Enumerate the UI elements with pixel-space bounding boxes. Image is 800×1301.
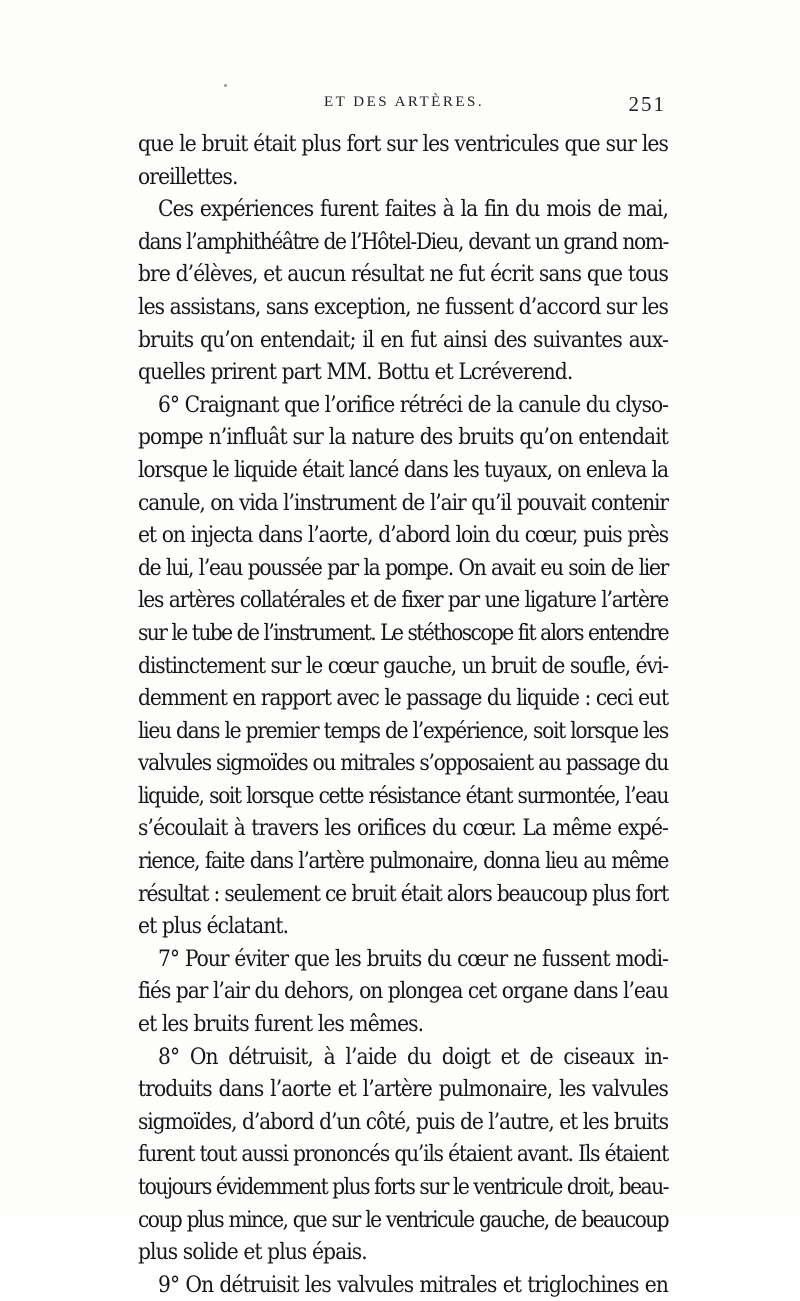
text-line: sur le tube de l’instrument. Le stéthoscope fit alors entendre <box>138 619 668 646</box>
text-line: demment en rapport avec le passage du liquide : ceci eut <box>138 685 668 712</box>
text-line: lieu dans le premier temps de l’expérience, soit lorsque les <box>138 717 668 744</box>
page-header <box>138 92 668 120</box>
text-line: et les bruits furent les mêmes. <box>138 1011 424 1038</box>
text-line: sigmoïdes, d’abord d’un côté, puis de l’autre, et les bruits <box>138 1108 668 1135</box>
text-line: et on injecta dans l’aorte, d’abord loin du cœur, puis près <box>138 522 668 549</box>
text-line: Ces expériences furent faites à la fin du mois de mai, <box>158 196 668 223</box>
paper-speck <box>224 84 227 87</box>
body-text <box>138 128 668 1301</box>
text-line: 8° On détruisit, à l’aide du doigt et de ciseaux in- <box>158 1043 668 1070</box>
text-line: dans l’amphithéâtre de l’Hôtel-Dieu, devant un grand nom- <box>138 228 668 255</box>
text-line: valvules sigmoïdes ou mitrales s’opposaient au passage du <box>138 750 668 777</box>
text-line: 9° On détruisit les valvules mitrales et triglochines en <box>158 1271 668 1298</box>
text-line: bruits qu’on entendait; il en fut ainsi des suivantes aux- <box>138 326 668 353</box>
text-line: lorsque le liquide était lancé dans les tuyaux, on enleva la <box>138 456 668 483</box>
text-line: toujours évidemment plus forts sur le ventricule droit, beau- <box>138 1174 668 1200</box>
text-line: plus solide et plus épais. <box>138 1239 367 1266</box>
text-line: 7° Pour éviter que les bruits du cœur ne fussent modi- <box>158 945 668 972</box>
running-head: ET DES ARTÈRES. <box>324 94 485 110</box>
text-line: canule, on vida l’instrument de l’air qu’il pouvait contenir <box>138 489 668 516</box>
text-line: rience, faite dans l’artère pulmonaire, donna lieu au même <box>138 848 668 875</box>
text-line: que le bruit était plus fort sur les ventricules que sur les <box>138 131 668 157</box>
text-line: liquide, soit lorsque cette résistance étant surmontée, l’eau <box>138 782 668 809</box>
text-line: distinctement sur le cœur gauche, un bruit de soufle, évi- <box>138 652 668 679</box>
text-line: 6° Craignant que l’orifice rétréci de la canule du clyso- <box>158 391 668 418</box>
text-line: s’écoulait à travers les orifices du cœur. La même expé- <box>138 815 668 842</box>
text-line: quelles prirent part MM. Bottu et Lcréverend. <box>138 359 573 386</box>
text-line: bre d’élèves, et aucun résultat ne fut écrit sans que tous <box>138 261 668 288</box>
page-number: 251 <box>628 92 666 116</box>
text-line: pompe n’influât sur la nature des bruits qu’on entendait <box>138 424 668 451</box>
text-line: oreillettes. <box>138 163 238 190</box>
text-line: résultat : seulement ce bruit était alors beaucoup plus fort <box>138 880 668 907</box>
text-line: furent tout aussi prononcés qu’ils étaient avant. Ils étaient <box>138 1141 668 1168</box>
text-line: les assistans, sans exception, ne fussent d’accord sur les <box>138 293 668 320</box>
text-line: de lui, l’eau poussée par la pompe. On avait eu soin de lier <box>138 554 668 581</box>
text-line: coup plus mince, que sur le ventricule gauche, de beaucoup <box>138 1206 668 1233</box>
text-line: les artères collatérales et de fixer par une ligature l’artère <box>138 587 668 614</box>
text-line: et plus éclatant. <box>138 913 289 940</box>
text-line: fiés par l’air du dehors, on plongea cet organe dans l’eau <box>138 978 668 1005</box>
text-line: troduits dans l’aorte et l’artère pulmonaire, les valvules <box>138 1076 668 1103</box>
